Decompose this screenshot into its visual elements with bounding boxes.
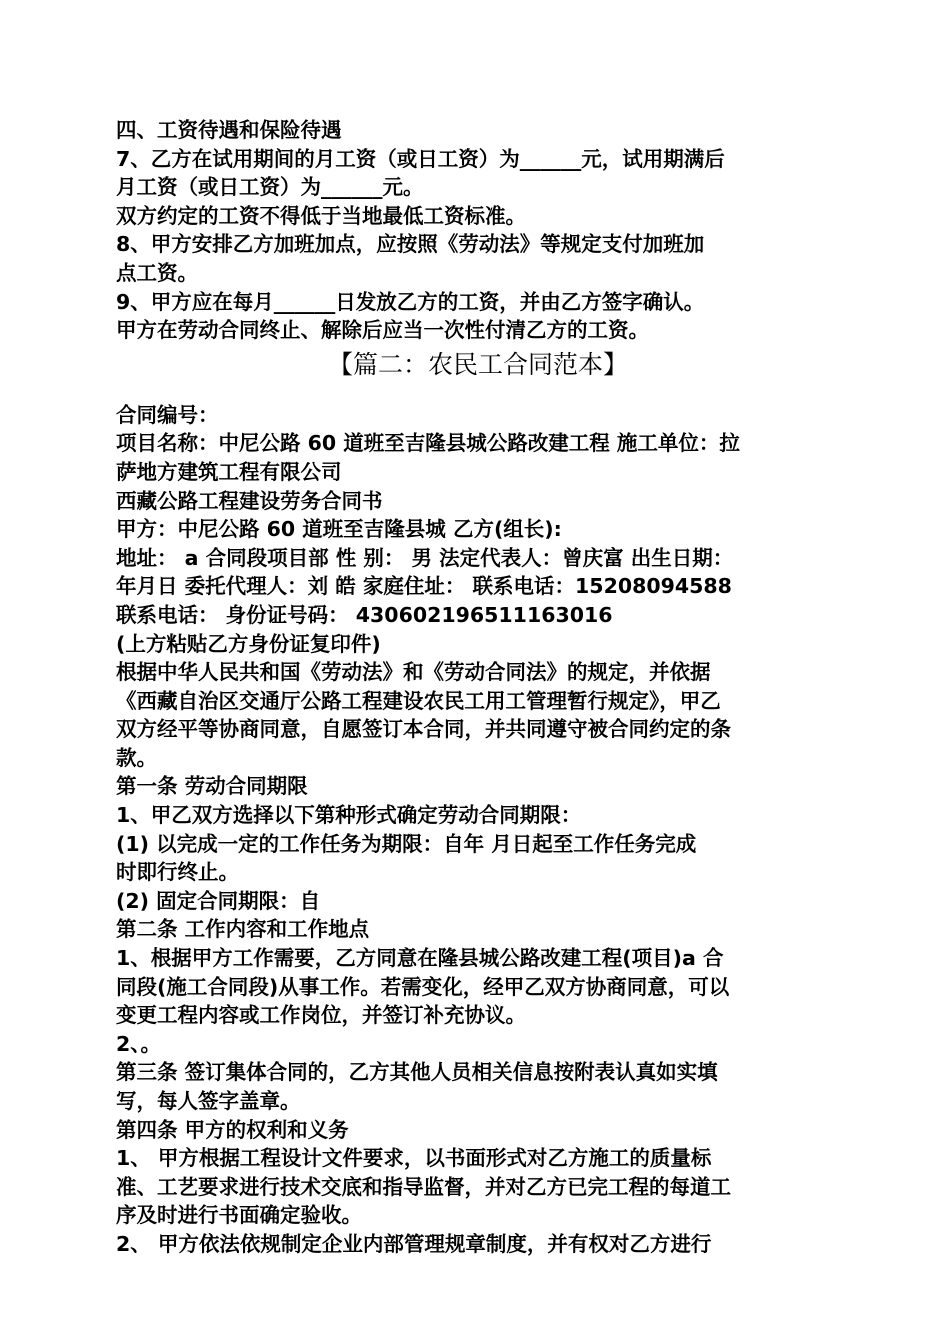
- text-line: 8、甲方安排乙方加班加点，应按照《劳动法》等规定支付加班加: [116, 232, 705, 257]
- text-line: (1) 以完成一定的工作任务为期限：自年 月日起至工作任务完成: [116, 831, 697, 856]
- text-line: 甲方在劳动合同终止、解除后应当一次性付清乙方的工资。: [116, 318, 649, 343]
- text-line: 第二条 工作内容和工作地点: [116, 917, 370, 942]
- text-line: 写，每人签字盖章。: [116, 1089, 301, 1113]
- text-line: 准、工艺要求进行技术交底和指导监督，并对乙方已完工程的每道工: [116, 1174, 731, 1199]
- spacer: [116, 383, 840, 401]
- text-line: 根据中华人民共和国《劳动法》和《劳动合同法》的规定，并依据: [116, 660, 711, 685]
- text-line: 1、 甲方根据工程设计文件要求，以书面形式对乙方施工的质量标: [116, 1146, 712, 1171]
- text-line: 合同编号：: [116, 402, 219, 427]
- text-line: 2、 甲方依法依规制定企业内部管理规章制度，并有权对乙方进行: [116, 1231, 712, 1256]
- text-line: 月工资（或日工资）为______元。: [116, 175, 424, 200]
- text-line: 双方约定的工资不得低于当地最低工资标准。: [116, 203, 526, 228]
- text-line: 第四条 甲方的权利和义务: [116, 1117, 349, 1142]
- text-line: 甲方：中尼公路 60 道班至吉隆县城 乙方(组长):: [116, 517, 562, 542]
- text-line: 时即行终止。: [116, 860, 239, 885]
- text-line: 四、工资待遇和保险待遇: [116, 118, 342, 142]
- text-line: 序及时进行书面确定验收。: [116, 1203, 362, 1228]
- document-body: [116, 116, 840, 1259]
- text-line: (上方粘贴乙方身份证复印件): [116, 631, 381, 656]
- text-line: 7、乙方在试用期间的月工资（或日工资）为______元，试用期满后: [116, 146, 725, 171]
- text-line: 西藏公路工程建设劳务合同书: [116, 488, 383, 513]
- text-line: 第三条 签订集体合同的，乙方其他人员相关信息按附表认真如实填: [116, 1060, 718, 1085]
- text-line: 同段(施工合同段)从事工作。若需变化，经甲乙双方协商同意，可以: [116, 974, 730, 999]
- text-line: 2、。: [116, 1031, 162, 1056]
- document-title: 【篇二：农民工合同范本】: [327, 349, 628, 379]
- text-line: 1、甲乙双方选择以下第种形式确定劳动合同期限：: [116, 803, 582, 828]
- text-line: 萨地方建筑工程有限公司: [116, 459, 342, 484]
- text-line: 项目名称：中尼公路 60 道班至吉隆县城公路改建工程 施工单位：拉: [116, 431, 740, 456]
- text-line: 年月日 委托代理人：刘 皓 家庭住址： 联系电话：15208094588: [116, 574, 732, 599]
- text-line: (2) 固定合同期限：自: [116, 888, 321, 913]
- text-line: 变更工程内容或工作岗位，并签订补充协议。: [116, 1003, 526, 1028]
- text-line: 双方经平等协商同意，自愿签订本合同，并共同遵守被合同约定的条: [116, 717, 731, 742]
- text-line: 地址： a 合同段项目部 性 别： 男 法定代表人：曾庆富 出生日期：: [116, 545, 734, 570]
- text-line: 款。: [116, 745, 157, 770]
- text-line: 9、甲方应在每月______日发放乙方的工资，并由乙方签字确认。: [116, 289, 705, 314]
- text-line: 第一条 劳动合同期限: [116, 774, 308, 799]
- section-wages: [116, 116, 840, 345]
- text-line: 联系电话： 身份证号码： 430602196511163016: [116, 602, 613, 627]
- text-line: 点工资。: [116, 260, 198, 285]
- text-line: 1、根据甲方工作需要，乙方同意在隆县城公路改建工程(项目)a 合: [116, 946, 724, 971]
- section-contract: [116, 401, 840, 1259]
- text-line: 《西藏自治区交通厅公路工程建设农民工用工管理暂行规定》，甲乙: [116, 688, 721, 713]
